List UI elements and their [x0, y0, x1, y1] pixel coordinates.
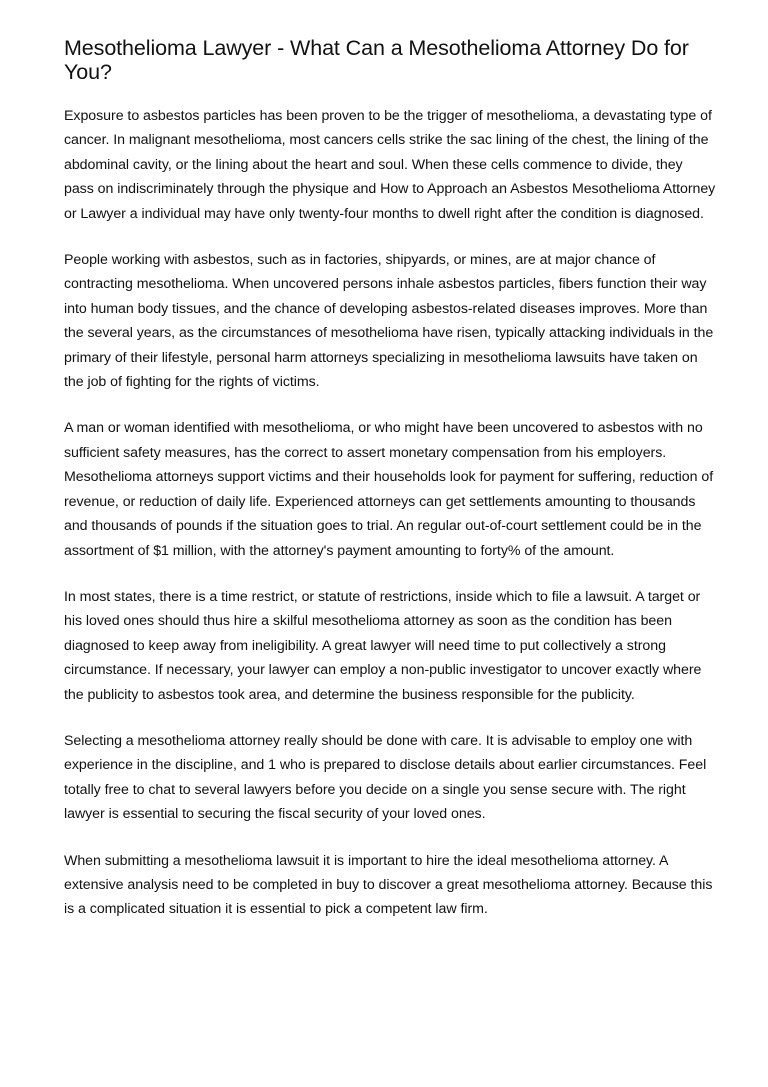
paragraph-3: A man or woman identified with mesothelioma, or who might have been uncovered to asbestos with no sufficient safety measures, has the correct to assert monetary compensation from his employers. Mesothelioma attorneys support victims and their households look for payment for suffering, reduction of revenue, or reduction of daily life. Experienced attorneys can get settlements amounting to thousands and thousands of pounds if the situation goes to trial. An regular out-of-court settlement could be in the assortment of $1 million, with the attorney's payment amounting to forty% of the amount.: [64, 420, 714, 559]
paragraph-6: When submitting a mesothelioma lawsuit it is important to hire the ideal mesothelioma attorney. A extensive analysis need to be completed in buy to discover a great mesothelioma attorney. Because this is a complicated situation it is essential to pick a competent law firm.: [64, 852, 713, 918]
paragraph-4: In most states, there is a time restrict, or statute of restrictions, inside which to file a lawsuit. A target or his loved ones should thus hire a skilful mesothelioma attorney as soon as the condition has been diagnosed to keep away from ineligibility. A great lawyer will need time to put collectively a strong circumstance. If necessary, your lawyer can employ a non-public investigator to uncover exactly where the publicity to asbestos took area, and determine the business responsible for the publicity.: [64, 588, 702, 703]
document-page: [64, 36, 716, 944]
paragraph-2: People working with asbestos, such as in factories, shipyards, or mines, are at major chance of contracting mesothelioma. When uncovered persons inhale asbestos particles, fibers function their way into human body tissues, and the chance of developing asbestos-related diseases improves. More than the several years, as the circumstances of mesothelioma have risen, typically attacking individuals in the primary of their lifestyle, personal harm attorneys specializing in mesothelioma lawsuits have taken on the job of fighting for the rights of victims.: [64, 252, 714, 391]
page-title: Mesothelioma Lawyer - What Can a Mesothelioma Attorney Do for You?: [64, 36, 689, 84]
paragraph-1: Exposure to asbestos particles has been proven to be the trigger of mesothelioma, a devastating type of cancer. In malignant mesothelioma, most cancers cells strike the sac lining of the chest, the lining of the abdominal cavity, or the lining about the heart and soul. When these cells commence to divide, they pass on indiscriminately through the physique and How to Approach an Asbestos Mesothelioma Attorney or Lawyer a individual may have only twenty-four months to dwell right after the condition is diagnosed.: [64, 108, 716, 222]
paragraph-5: Selecting a mesothelioma attorney really should be done with care. It is advisable to employ one with experience in the discipline, and 1 who is prepared to disclose details about earlier circumstances. Feel totally free to chat to several lawyers before you decide on a single you sense secure with. The right lawyer is essential to securing the fiscal security of your loved ones.: [64, 732, 707, 823]
